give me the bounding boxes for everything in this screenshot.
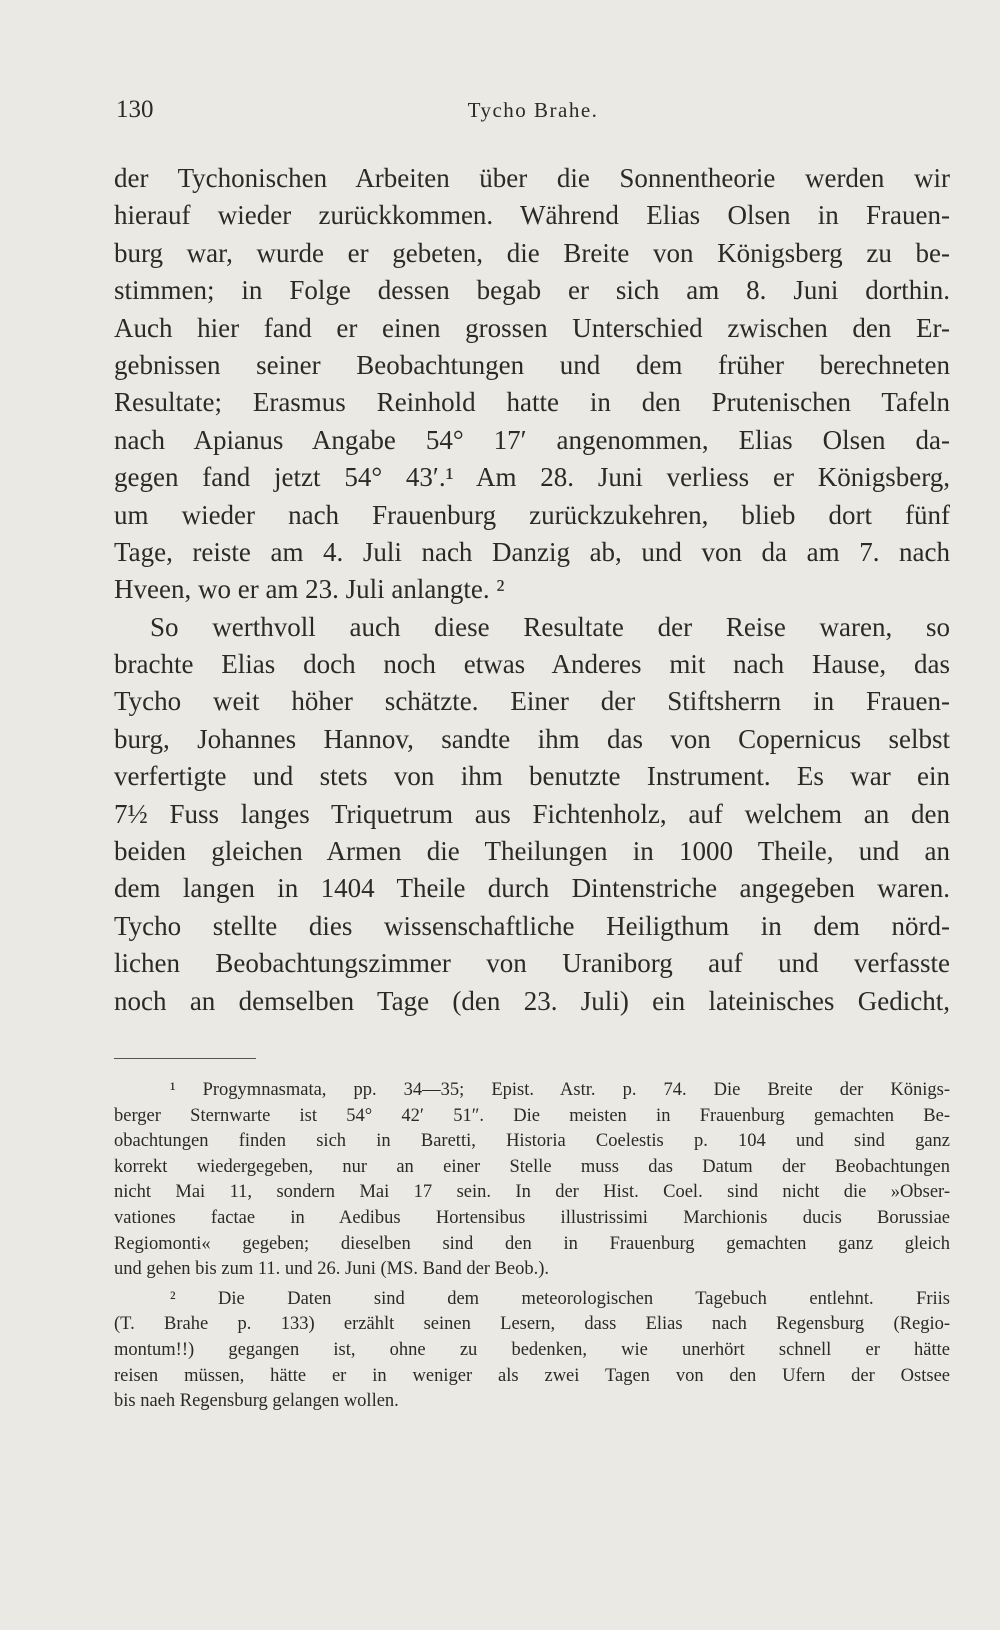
footnote-line: korrekt wiedergegeben, nur an einer Stelle muss das Datum der Beobachtungen: [114, 1156, 950, 1177]
footnote-line: nicht Mai 11, sondern Mai 17 sein. In der Hist. Coel. sind nicht die »Obser-: [114, 1182, 950, 1203]
body-line: verfertigte und stets von ihm benutzte Instrument. Es war ein: [114, 761, 950, 792]
body-line: brachte Elias doch noch etwas Anderes mit nach Hause, das: [114, 649, 950, 680]
body-line: 7½ Fuss langes Triquetrum aus Fichtenholz, auf welchem an den: [114, 798, 950, 829]
body-line: burg war, wurde er gebeten, die Breite von Königsberg zu be-: [114, 237, 950, 268]
footnote-line: bis naeh Regensburg gelangen wollen.: [114, 1391, 399, 1412]
body-line: hierauf wieder zurückkommen. Während Elias Olsen in Frauen-: [114, 200, 950, 231]
body-text: [114, 160, 950, 1020]
running-head: Tycho Brahe.: [467, 98, 599, 122]
footnote-line: und gehen bis zum 11. und 26. Juni (MS. Band der Beob.).: [114, 1259, 550, 1280]
body-line: stimmen; in Folge dessen begab er sich am 8. Juni dorthin.: [114, 275, 950, 306]
body-line: Tage, reiste am 4. Juli nach Danzig ab, und von da am 7. nach: [114, 536, 950, 567]
body-line: Resultate; Erasmus Reinhold hatte in den Prutenischen Tafeln: [114, 387, 950, 418]
body-line: gegen fand jetzt 54° 43′.¹ Am 28. Juni verliess er Königsberg,: [114, 462, 950, 493]
body-line: noch an demselben Tage (den 23. Juli) ein lateinisches Gedicht,: [114, 985, 950, 1016]
footnote-line: montum!!) gegangen ist, ohne zu bedenken, wie unerhört schnell er hätte: [114, 1339, 950, 1360]
page-number: 130: [116, 96, 154, 123]
body-line: dem langen in 1404 Theile durch Dintenstriche angegeben waren.: [114, 873, 950, 904]
footnote-line: ² Die Daten sind dem meteorologischen Tagebuch entlehnt. Friis: [170, 1288, 950, 1309]
footnote-line: (T. Brahe p. 133) erzählt seinen Lesern, dass Elias nach Regensburg (Regio-: [114, 1314, 950, 1335]
footnote-line: vationes factae in Aedibus Hortensibus illustrissimi Marchionis ducis Borussiae: [114, 1207, 950, 1228]
body-line: Tycho stellte dies wissenschaftliche Heiligthum in dem nörd-: [114, 910, 950, 941]
page-header: [116, 96, 950, 130]
body-line: gebnissen seiner Beobachtungen und dem früher berechneten: [114, 349, 950, 380]
footnote-line: reisen müssen, hätte er in weniger als zwei Tagen von den Ufern der Ostsee: [114, 1365, 950, 1386]
footnote-separator: [114, 1058, 256, 1059]
footnote-line: berger Sternwarte ist 54° 42′ 51″. Die meisten in Frauenburg gemachten Be-: [114, 1105, 950, 1126]
body-line: Tycho weit höher schätzte. Einer der Stiftsherrn in Frauen-: [114, 686, 950, 717]
body-line: um wieder nach Frauenburg zurückzukehren, blieb dort fünf: [114, 499, 950, 530]
body-line: der Tychonischen Arbeiten über die Sonnentheorie werden wir: [114, 163, 950, 193]
body-line: Hveen, wo er am 23. Juli anlangte. ²: [114, 574, 505, 605]
body-line: So werthvoll auch diese Resultate der Reise waren, so: [150, 611, 950, 642]
body-line: Auch hier fand er einen grossen Unterschied zwischen den Er-: [114, 312, 950, 343]
body-line: burg, Johannes Hannov, sandte ihm das von Copernicus selbst: [114, 723, 950, 754]
footnote-line: obachtungen finden sich in Baretti, Historia Coelestis p. 104 und sind ganz: [114, 1131, 950, 1152]
footnotes: [114, 1078, 950, 1415]
footnote-line: Regiomonti« gegeben; dieselben sind den in Frauenburg gemachten ganz gleich: [114, 1233, 950, 1254]
body-line: nach Apianus Angabe 54° 17′ angenommen, Elias Olsen da-: [114, 424, 950, 455]
body-line: beiden gleichen Armen die Theilungen in 1000 Theile, und an: [114, 836, 950, 867]
footnote-line: ¹ Progymnasmata, pp. 34—35; Epist. Astr. p. 74. Die Breite der Königs-: [170, 1080, 950, 1100]
body-line: lichen Beobachtungszimmer von Uraniborg auf und verfasste: [114, 948, 950, 979]
